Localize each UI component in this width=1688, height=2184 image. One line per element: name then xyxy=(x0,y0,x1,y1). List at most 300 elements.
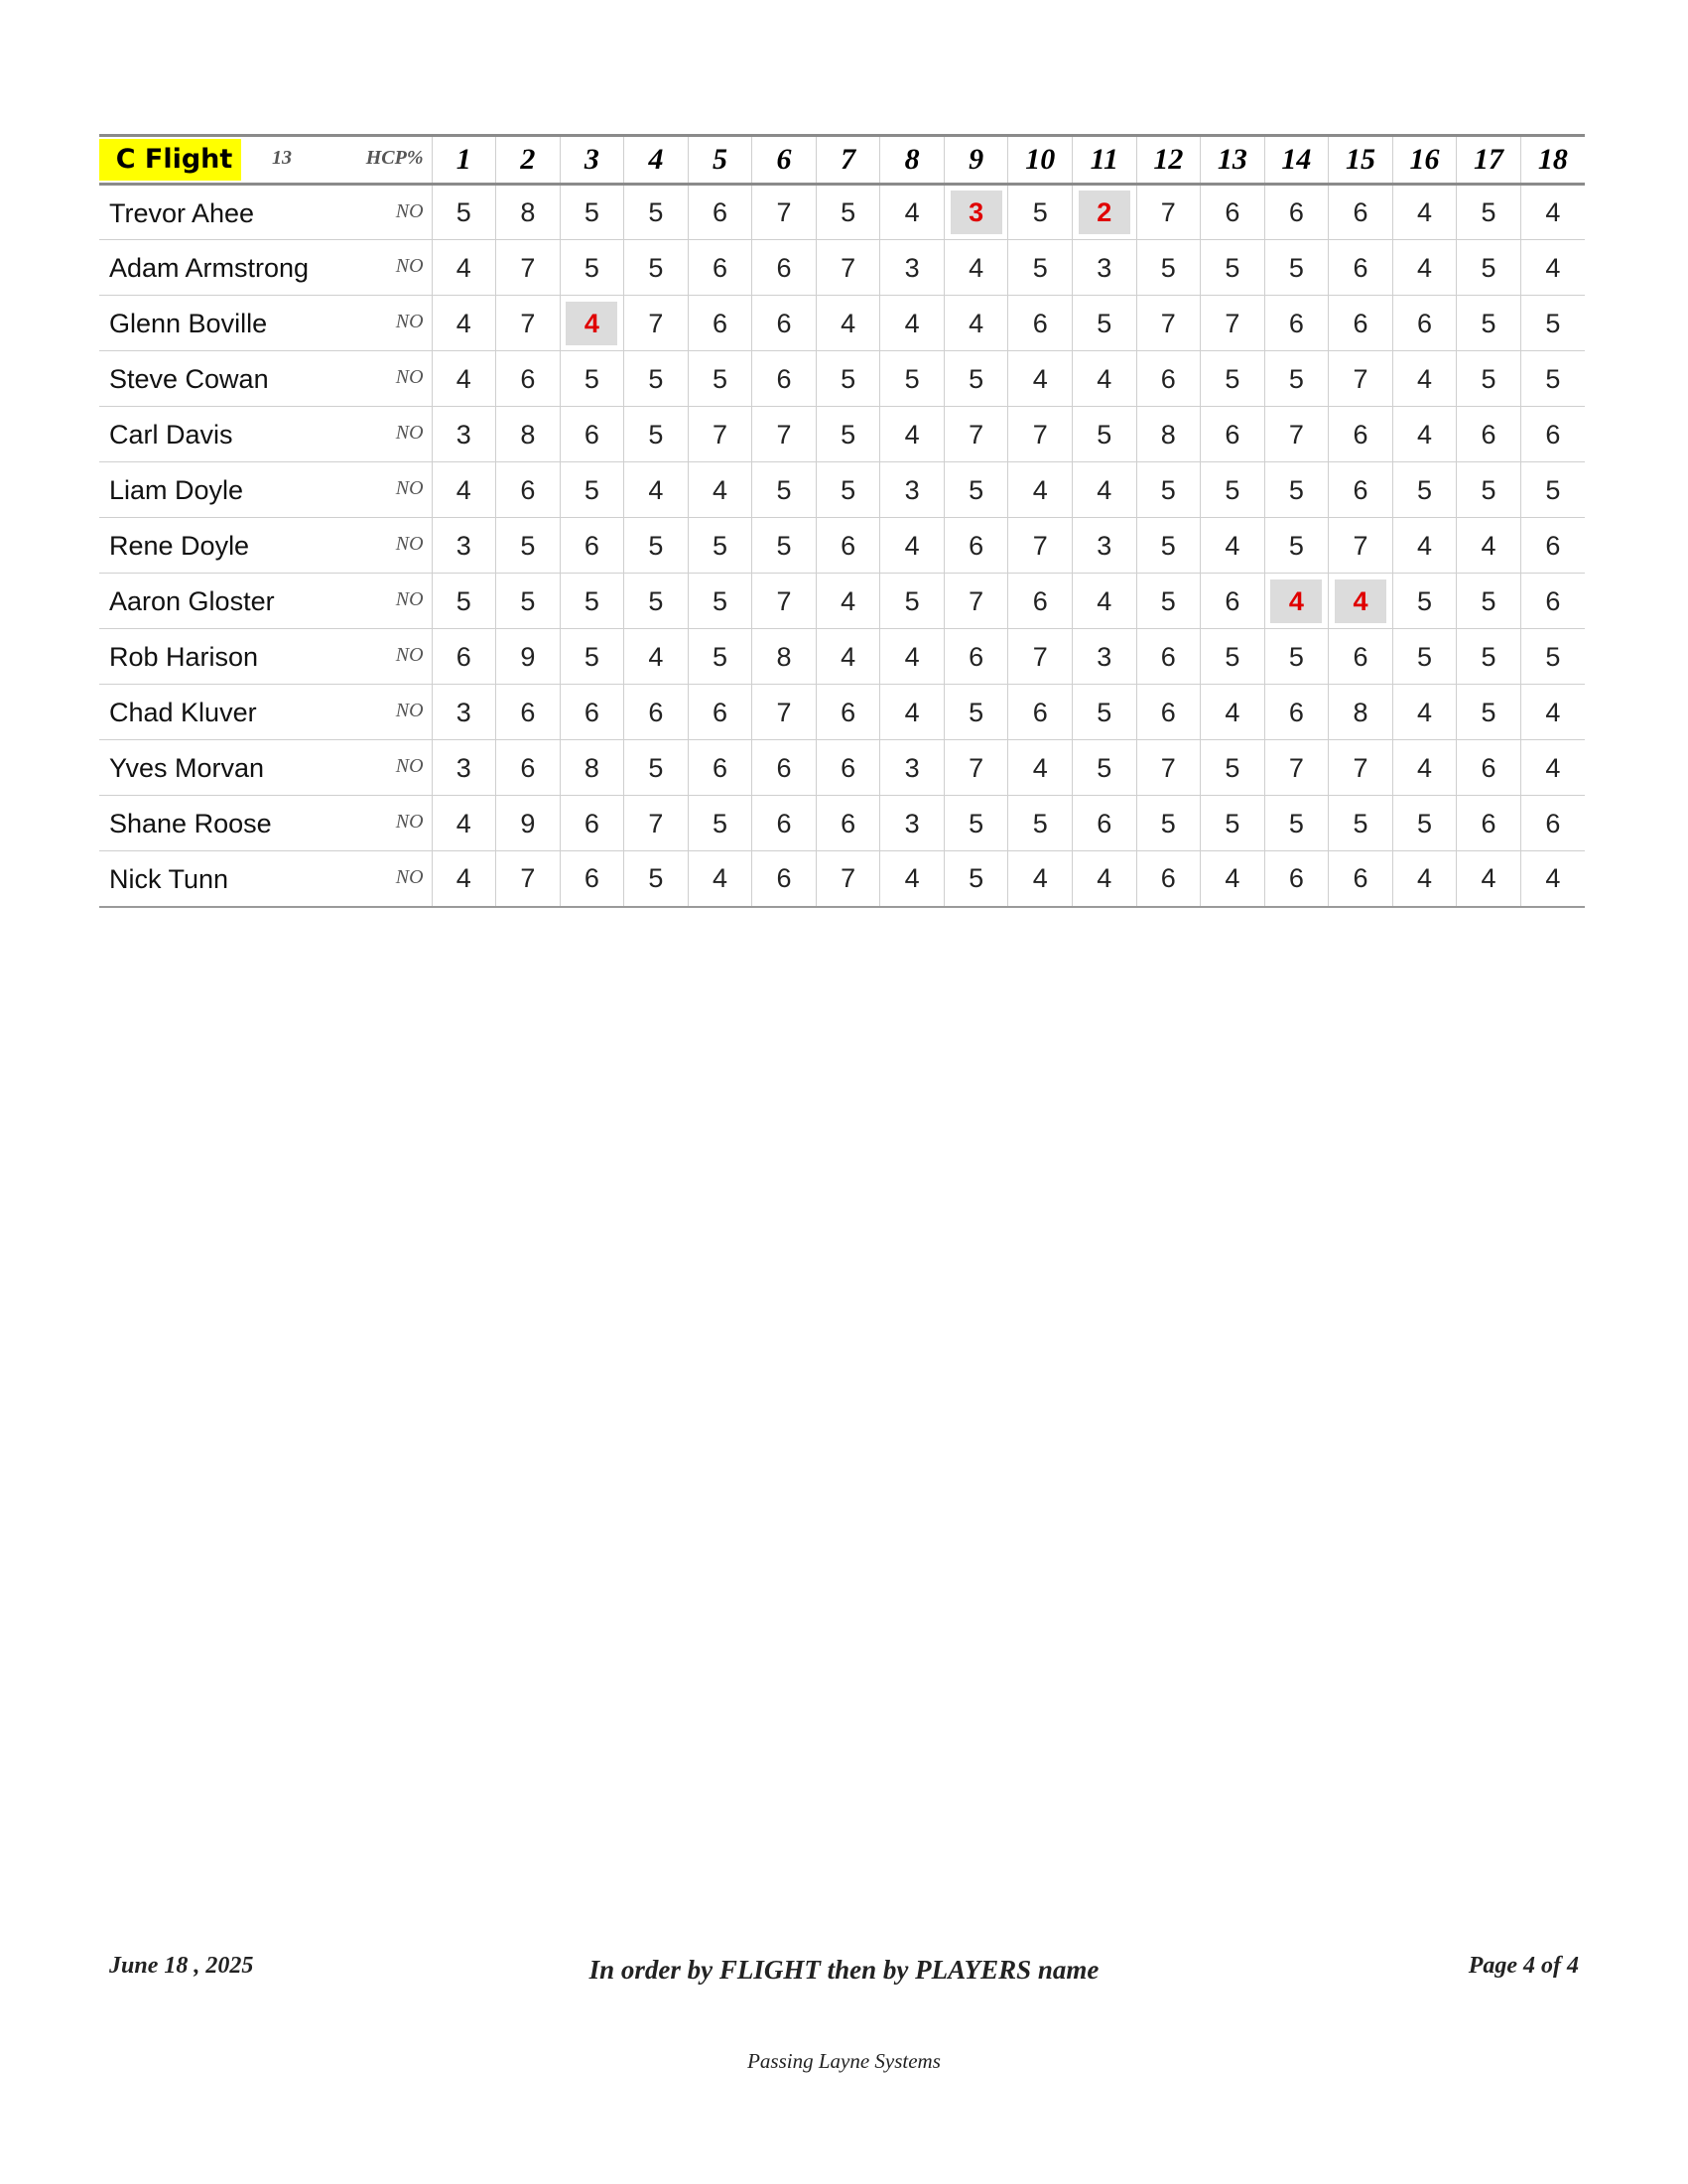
score-cell-hole-17 xyxy=(1457,185,1521,240)
score-value: 5 xyxy=(1097,752,1112,783)
score-cell-hole-16 xyxy=(1392,240,1457,296)
score-value: 6 xyxy=(1097,808,1112,838)
score-cell-hole-4 xyxy=(624,574,689,629)
score-value: 5 xyxy=(712,808,727,838)
footer-date: June 18 , 2025 xyxy=(109,1953,254,1979)
score-value: 6 xyxy=(1545,585,1561,616)
score-value: 6 xyxy=(1416,308,1433,338)
score-cell-hole-10 xyxy=(1008,240,1073,296)
score-cell-hole-11 xyxy=(1073,351,1137,407)
score-cell-hole-10 xyxy=(1008,851,1073,907)
player-cell xyxy=(99,518,432,574)
score-value: 4 xyxy=(841,585,856,616)
score-value: 5 xyxy=(776,474,792,505)
hole-header-8: 8 xyxy=(880,136,945,185)
score-cell-hole-11 xyxy=(1073,185,1137,240)
score-value: 6 xyxy=(776,363,792,394)
score-value: 7 xyxy=(776,585,792,616)
score-cell-hole-15 xyxy=(1329,185,1393,240)
score-cell-hole-7 xyxy=(816,851,880,907)
score-cell-hole-15 xyxy=(1329,518,1393,574)
score-cell-hole-16 xyxy=(1392,296,1457,351)
score-value: 5 xyxy=(584,585,599,616)
hole-header-17: 17 xyxy=(1457,136,1521,185)
score-value: 5 xyxy=(1160,808,1176,838)
score-value: 7 xyxy=(1160,752,1176,783)
score-cell-hole-16 xyxy=(1392,851,1457,907)
score-value: 4 xyxy=(1225,863,1240,894)
score-cell-hole-18 xyxy=(1520,407,1585,462)
score-value: 7 xyxy=(841,252,856,283)
hole-header-7: 7 xyxy=(816,136,880,185)
score-value: 6 xyxy=(584,863,599,894)
score-value: 4 xyxy=(1032,363,1048,394)
score-value: 6 xyxy=(1353,197,1368,227)
score-value: 5 xyxy=(1416,641,1433,672)
score-value: 6 xyxy=(648,697,664,727)
score-cell-hole-14 xyxy=(1264,462,1329,518)
score-value: 5 xyxy=(455,585,471,616)
score-cell-hole-3 xyxy=(560,351,624,407)
score-cell-hole-17 xyxy=(1457,685,1521,740)
score-value: 3 xyxy=(455,419,471,450)
score-value: 6 xyxy=(969,530,984,561)
score-value: 3 xyxy=(1097,641,1112,672)
score-cell-hole-18 xyxy=(1520,574,1585,629)
score-value: 5 xyxy=(1481,474,1496,505)
player-cell xyxy=(99,629,432,685)
score-cell-hole-13 xyxy=(1201,518,1265,574)
score-value: 7 xyxy=(969,585,984,616)
score-value: 7 xyxy=(1160,308,1176,338)
score-cell-hole-2 xyxy=(496,185,561,240)
player-cell xyxy=(99,740,432,796)
score-cell-hole-3 xyxy=(560,462,624,518)
table-row xyxy=(99,518,1585,574)
table-row xyxy=(99,574,1585,629)
score-cell-hole-2 xyxy=(496,407,561,462)
player-cell xyxy=(99,796,432,851)
score-cell-hole-3 xyxy=(560,851,624,907)
score-value: 4 xyxy=(904,530,920,561)
score-value: 3 xyxy=(455,697,471,727)
score-value: 6 xyxy=(841,752,856,783)
score-value: 8 xyxy=(1353,697,1368,727)
score-cell-hole-15 xyxy=(1329,796,1393,851)
score-cell-hole-3 xyxy=(560,518,624,574)
score-value: 4 xyxy=(1545,863,1561,894)
player-name: Adam Armstrong xyxy=(109,253,310,283)
hole-header-6: 6 xyxy=(752,136,817,185)
score-cell-hole-13 xyxy=(1201,740,1265,796)
score-value: 6 xyxy=(584,530,599,561)
score-value: 3 xyxy=(1097,530,1112,561)
score-value: 5 xyxy=(776,530,792,561)
score-value: 7 xyxy=(776,419,792,450)
score-cell-hole-8 xyxy=(880,240,945,296)
score-value: 4 xyxy=(1270,579,1322,623)
score-cell-hole-1 xyxy=(432,407,496,462)
score-value: 4 xyxy=(1335,579,1386,623)
score-value: 8 xyxy=(776,641,792,672)
table-row xyxy=(99,796,1585,851)
player-name: Nick Tunn xyxy=(109,864,229,894)
score-cell-hole-4 xyxy=(624,796,689,851)
score-cell-hole-2 xyxy=(496,629,561,685)
score-cell-hole-1 xyxy=(432,629,496,685)
hcp-flag: NO xyxy=(395,811,424,833)
score-cell-hole-6 xyxy=(752,629,817,685)
score-value: 7 xyxy=(1288,752,1304,783)
table-row xyxy=(99,740,1585,796)
score-cell-hole-9 xyxy=(944,240,1008,296)
score-value: 6 xyxy=(1353,641,1368,672)
score-value: 5 xyxy=(584,363,599,394)
score-cell-hole-17 xyxy=(1457,462,1521,518)
score-value: 4 xyxy=(1416,752,1433,783)
score-cell-hole-6 xyxy=(752,685,817,740)
score-cell-hole-9 xyxy=(944,351,1008,407)
hole-header-15: 15 xyxy=(1329,136,1393,185)
score-value: 6 xyxy=(776,252,792,283)
score-value: 5 xyxy=(648,863,664,894)
score-cell-hole-5 xyxy=(688,462,752,518)
table-row xyxy=(99,240,1585,296)
score-cell-hole-1 xyxy=(432,851,496,907)
score-cell-hole-3 xyxy=(560,796,624,851)
score-cell-hole-9 xyxy=(944,851,1008,907)
score-cell-hole-9 xyxy=(944,685,1008,740)
score-cell-hole-17 xyxy=(1457,296,1521,351)
score-value: 5 xyxy=(1481,585,1496,616)
score-value: 4 xyxy=(455,308,471,338)
score-value: 5 xyxy=(1545,641,1561,672)
score-value: 5 xyxy=(1160,530,1176,561)
score-value: 5 xyxy=(904,363,920,394)
score-cell-hole-17 xyxy=(1457,851,1521,907)
score-cell-hole-10 xyxy=(1008,407,1073,462)
score-cell-hole-3 xyxy=(560,240,624,296)
score-body xyxy=(99,185,1585,907)
score-value: 4 xyxy=(1097,585,1112,616)
hcp-flag: NO xyxy=(395,700,424,721)
score-value: 6 xyxy=(1160,363,1176,394)
score-cell-hole-11 xyxy=(1073,629,1137,685)
player-name: Steve Cowan xyxy=(109,364,269,394)
score-cell-hole-5 xyxy=(688,351,752,407)
score-value: 4 xyxy=(904,863,920,894)
score-value: 4 xyxy=(712,474,727,505)
score-cell-hole-3 xyxy=(560,740,624,796)
score-value: 6 xyxy=(841,697,856,727)
score-value: 6 xyxy=(712,252,727,283)
score-value: 8 xyxy=(520,419,536,450)
score-value: 6 xyxy=(455,641,471,672)
score-value: 6 xyxy=(776,808,792,838)
score-cell-hole-4 xyxy=(624,518,689,574)
score-cell-hole-2 xyxy=(496,518,561,574)
table-row xyxy=(99,296,1585,351)
score-value: 7 xyxy=(841,863,856,894)
score-value: 5 xyxy=(712,585,727,616)
score-value: 6 xyxy=(1225,197,1240,227)
score-value: 6 xyxy=(584,808,599,838)
score-value: 5 xyxy=(841,363,856,394)
score-value: 9 xyxy=(520,808,536,838)
score-value: 5 xyxy=(1032,252,1048,283)
score-value: 6 xyxy=(1353,863,1368,894)
score-value: 5 xyxy=(1481,308,1496,338)
score-cell-hole-3 xyxy=(560,296,624,351)
score-cell-hole-18 xyxy=(1520,685,1585,740)
player-cell xyxy=(99,685,432,740)
score-cell-hole-1 xyxy=(432,518,496,574)
score-value: 6 xyxy=(712,197,727,227)
score-cell-hole-16 xyxy=(1392,740,1457,796)
hcp-flag: NO xyxy=(395,255,424,277)
score-cell-hole-17 xyxy=(1457,796,1521,851)
table-row xyxy=(99,629,1585,685)
score-cell-hole-18 xyxy=(1520,462,1585,518)
score-cell-hole-8 xyxy=(880,462,945,518)
score-value: 6 xyxy=(1160,863,1176,894)
score-cell-hole-6 xyxy=(752,574,817,629)
score-value: 4 xyxy=(566,302,617,345)
score-cell-hole-13 xyxy=(1201,240,1265,296)
flight-header-cell xyxy=(99,136,432,185)
score-value: 4 xyxy=(904,197,920,227)
score-value: 4 xyxy=(969,308,984,338)
player-cell xyxy=(99,407,432,462)
score-cell-hole-11 xyxy=(1073,240,1137,296)
score-value: 5 xyxy=(841,197,856,227)
score-value: 5 xyxy=(969,697,984,727)
score-value: 6 xyxy=(520,697,536,727)
score-value: 5 xyxy=(1481,697,1496,727)
flight-label: C Flight xyxy=(99,139,241,181)
hole-header-2: 2 xyxy=(496,136,561,185)
score-cell-hole-18 xyxy=(1520,518,1585,574)
score-value: 6 xyxy=(1288,697,1304,727)
score-value: 5 xyxy=(1032,197,1048,227)
score-value: 6 xyxy=(1225,585,1240,616)
score-value: 6 xyxy=(584,697,599,727)
score-value: 5 xyxy=(1545,308,1561,338)
hcp-flag: NO xyxy=(395,755,424,777)
score-value: 5 xyxy=(1288,530,1304,561)
player-name: Chad Kluver xyxy=(109,698,257,727)
score-cell-hole-8 xyxy=(880,851,945,907)
score-value: 6 xyxy=(1481,808,1496,838)
footer-order-note: In order by FLIGHT then by PLAYERS name xyxy=(588,1955,1100,1985)
score-cell-hole-17 xyxy=(1457,740,1521,796)
score-cell-hole-9 xyxy=(944,740,1008,796)
score-value: 6 xyxy=(1225,419,1240,450)
score-cell-hole-8 xyxy=(880,296,945,351)
hole-header-4: 4 xyxy=(624,136,689,185)
score-value: 7 xyxy=(1032,641,1048,672)
score-cell-hole-14 xyxy=(1264,407,1329,462)
score-cell-hole-14 xyxy=(1264,851,1329,907)
score-value: 5 xyxy=(1545,474,1561,505)
score-cell-hole-7 xyxy=(816,685,880,740)
score-cell-hole-6 xyxy=(752,240,817,296)
score-cell-hole-16 xyxy=(1392,685,1457,740)
player-name: Trevor Ahee xyxy=(109,198,255,228)
score-value: 4 xyxy=(455,863,471,894)
score-cell-hole-2 xyxy=(496,851,561,907)
score-value: 5 xyxy=(1545,363,1561,394)
score-value: 5 xyxy=(1288,474,1304,505)
score-value: 7 xyxy=(1160,197,1176,227)
score-cell-hole-4 xyxy=(624,296,689,351)
score-value: 6 xyxy=(1353,308,1368,338)
score-cell-hole-13 xyxy=(1201,629,1265,685)
score-value: 7 xyxy=(1225,308,1240,338)
score-value: 5 xyxy=(1225,474,1240,505)
score-value: 5 xyxy=(1225,252,1240,283)
hole-header-14: 14 xyxy=(1264,136,1329,185)
score-cell-hole-12 xyxy=(1136,851,1201,907)
score-cell-hole-1 xyxy=(432,685,496,740)
score-value: 5 xyxy=(1160,585,1176,616)
score-value: 4 xyxy=(1545,697,1561,727)
hcp-value: 13 xyxy=(272,147,292,169)
hole-header-11: 11 xyxy=(1073,136,1137,185)
hole-header-3: 3 xyxy=(560,136,624,185)
score-value: 4 xyxy=(841,308,856,338)
score-cell-hole-1 xyxy=(432,462,496,518)
score-cell-hole-11 xyxy=(1073,296,1137,351)
score-cell-hole-2 xyxy=(496,685,561,740)
score-cell-hole-4 xyxy=(624,351,689,407)
score-cell-hole-5 xyxy=(688,629,752,685)
hole-header-18: 18 xyxy=(1520,136,1585,185)
score-value: 6 xyxy=(1032,585,1048,616)
score-value: 5 xyxy=(712,641,727,672)
score-value: 5 xyxy=(1097,308,1112,338)
score-cell-hole-10 xyxy=(1008,629,1073,685)
score-cell-hole-16 xyxy=(1392,407,1457,462)
score-cell-hole-13 xyxy=(1201,185,1265,240)
score-value: 5 xyxy=(969,863,984,894)
player-name: Carl Davis xyxy=(109,420,233,450)
score-value: 7 xyxy=(1032,419,1048,450)
score-cell-hole-3 xyxy=(560,185,624,240)
score-cell-hole-10 xyxy=(1008,351,1073,407)
hole-header-1: 1 xyxy=(432,136,496,185)
score-cell-hole-18 xyxy=(1520,629,1585,685)
score-value: 5 xyxy=(648,252,664,283)
score-cell-hole-16 xyxy=(1392,518,1457,574)
score-value: 6 xyxy=(520,474,536,505)
player-cell xyxy=(99,351,432,407)
score-cell-hole-18 xyxy=(1520,296,1585,351)
score-cell-hole-7 xyxy=(816,185,880,240)
score-value: 4 xyxy=(1416,252,1433,283)
score-cell-hole-18 xyxy=(1520,851,1585,907)
score-value: 7 xyxy=(520,863,536,894)
score-cell-hole-4 xyxy=(624,740,689,796)
score-value: 5 xyxy=(584,474,599,505)
score-cell-hole-11 xyxy=(1073,407,1137,462)
hole-header-10: 10 xyxy=(1008,136,1073,185)
footer-page-number: Page 4 of 4 xyxy=(1468,1953,1579,1979)
score-cell-hole-9 xyxy=(944,574,1008,629)
score-value: 6 xyxy=(584,419,599,450)
score-value: 5 xyxy=(712,530,727,561)
score-cell-hole-1 xyxy=(432,185,496,240)
score-cell-hole-10 xyxy=(1008,796,1073,851)
score-value: 4 xyxy=(1545,252,1561,283)
score-cell-hole-16 xyxy=(1392,574,1457,629)
score-value: 4 xyxy=(1416,697,1433,727)
score-value: 5 xyxy=(1225,808,1240,838)
player-name: Liam Doyle xyxy=(109,475,244,505)
score-cell-hole-7 xyxy=(816,462,880,518)
score-value: 5 xyxy=(1288,363,1304,394)
score-cell-hole-10 xyxy=(1008,518,1073,574)
score-value: 4 xyxy=(455,252,471,283)
score-cell-hole-10 xyxy=(1008,296,1073,351)
score-cell-hole-3 xyxy=(560,574,624,629)
score-cell-hole-12 xyxy=(1136,629,1201,685)
score-cell-hole-10 xyxy=(1008,685,1073,740)
score-value: 4 xyxy=(1032,474,1048,505)
score-cell-hole-5 xyxy=(688,296,752,351)
score-value: 5 xyxy=(648,752,664,783)
score-cell-hole-14 xyxy=(1264,685,1329,740)
score-value: 4 xyxy=(455,808,471,838)
score-value: 4 xyxy=(841,641,856,672)
score-value: 5 xyxy=(584,641,599,672)
score-value: 5 xyxy=(1481,252,1496,283)
score-cell-hole-1 xyxy=(432,574,496,629)
score-cell-hole-12 xyxy=(1136,740,1201,796)
score-cell-hole-5 xyxy=(688,685,752,740)
score-cell-hole-7 xyxy=(816,574,880,629)
table-row xyxy=(99,685,1585,740)
score-value: 4 xyxy=(712,863,727,894)
score-cell-hole-4 xyxy=(624,685,689,740)
score-cell-hole-4 xyxy=(624,462,689,518)
score-cell-hole-11 xyxy=(1073,462,1137,518)
score-value: 4 xyxy=(455,474,471,505)
score-value: 6 xyxy=(1288,863,1304,894)
score-value: 6 xyxy=(1353,419,1368,450)
score-value: 4 xyxy=(1416,530,1433,561)
score-value: 7 xyxy=(1288,419,1304,450)
player-name: Rob Harison xyxy=(109,642,259,672)
score-cell-hole-2 xyxy=(496,240,561,296)
score-cell-hole-6 xyxy=(752,407,817,462)
score-value: 4 xyxy=(1416,863,1433,894)
score-value: 5 xyxy=(969,808,984,838)
score-cell-hole-18 xyxy=(1520,740,1585,796)
score-cell-hole-7 xyxy=(816,240,880,296)
score-cell-hole-15 xyxy=(1329,296,1393,351)
score-cell-hole-11 xyxy=(1073,574,1137,629)
score-value: 5 xyxy=(1481,197,1496,227)
score-cell-hole-9 xyxy=(944,296,1008,351)
table-row xyxy=(99,407,1585,462)
score-value: 4 xyxy=(455,363,471,394)
score-cell-hole-1 xyxy=(432,796,496,851)
score-cell-hole-17 xyxy=(1457,407,1521,462)
score-value: 6 xyxy=(841,530,856,561)
score-value: 5 xyxy=(712,363,727,394)
score-cell-hole-5 xyxy=(688,518,752,574)
